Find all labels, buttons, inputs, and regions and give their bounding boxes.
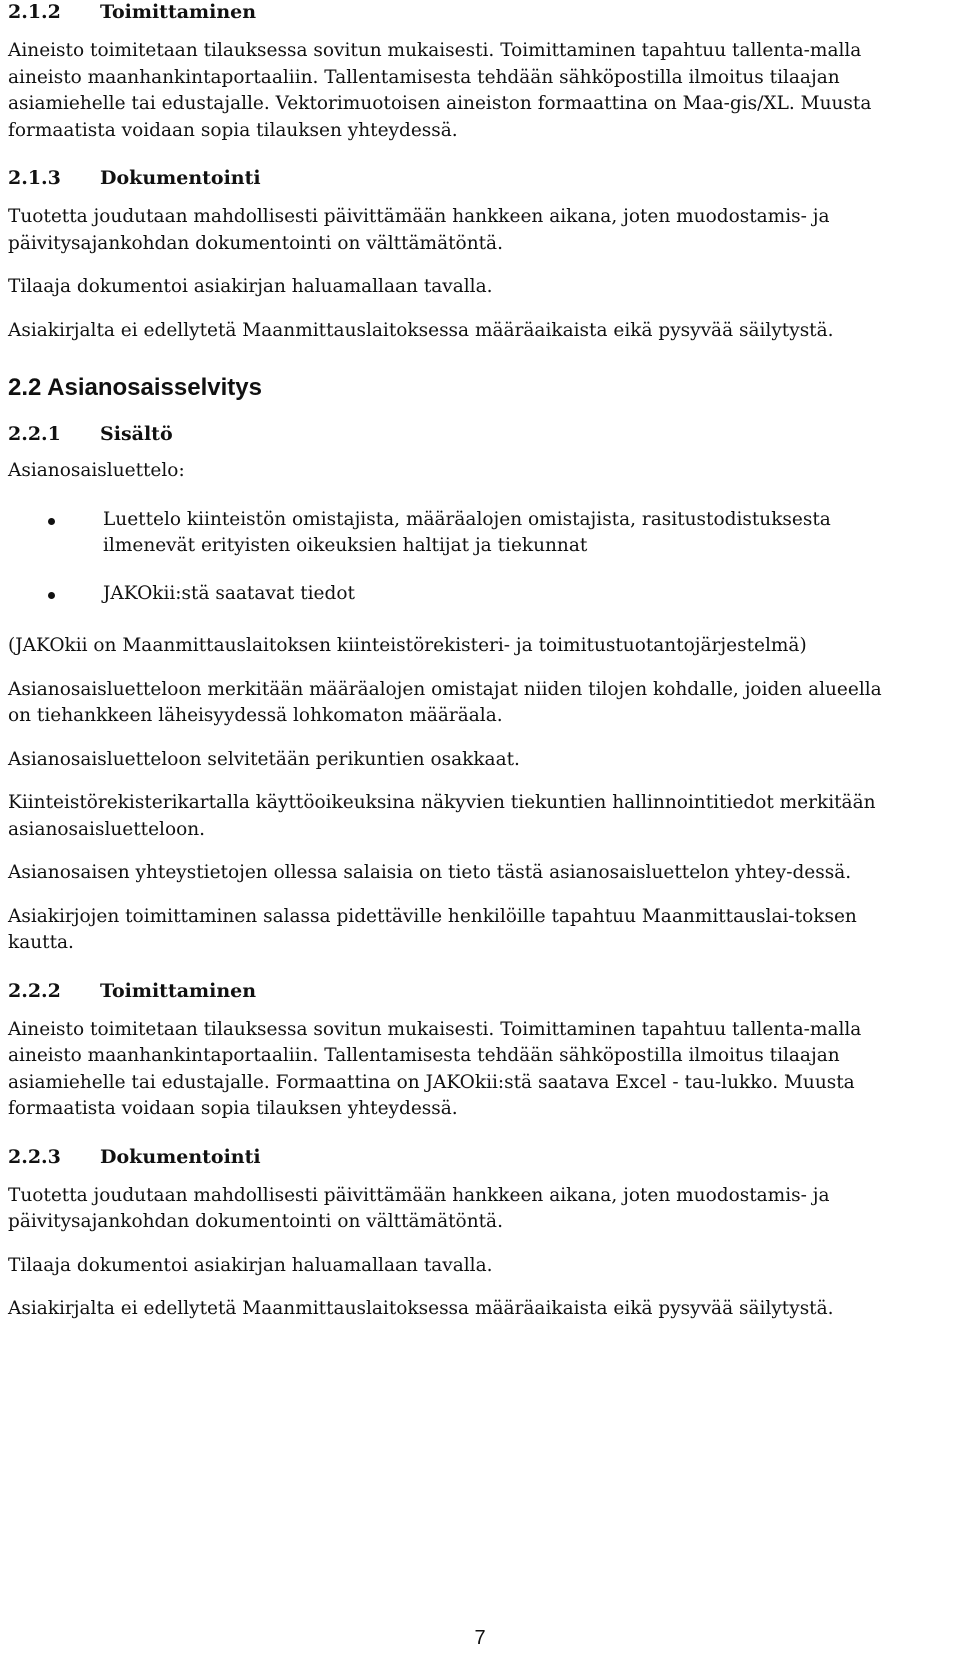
paragraph: (JAKOkii on Maanmittauslaitoksen kiinteistörekisteri- ja toimitustuotantojärjestelmä) bbox=[8, 635, 807, 656]
document-page bbox=[8, 0, 908, 1323]
section-2-2-2-heading bbox=[8, 979, 908, 1003]
list-item-text: JAKOkii:stä saatavat tiedot bbox=[103, 582, 355, 604]
bullet-list bbox=[8, 507, 908, 608]
paragraph: Aineisto toimitetaan tilauksessa sovitun mukaisesti. Toimittaminen tapahtuu tallenta-malla aineisto maanhankintaportaaliin. Tallentamisesta tehdään sähköpostilla ilmoitus tilaajan asiamiehelle tai edustajalle. Vektorimuotoisen aineiston formaattina on Maa-gis/XL. Muusta formaatista voidaan sopia tilauksen yhteydessä. bbox=[8, 40, 872, 141]
paragraph: Tuotetta joudutaan mahdollisesti päivittämään hankkeen aikana, joten muodostamis- ja päivitysajankohdan dokumentointi on välttämätöntä. bbox=[8, 206, 830, 254]
section-title: Dokumentointi bbox=[100, 167, 261, 189]
section-2-2-heading: 2.2 Asianosaisselvitys bbox=[8, 374, 262, 401]
paragraph: Asianosaisluetteloon selvitetään perikuntien osakkaat. bbox=[8, 748, 520, 770]
section-number: 2.1.3 bbox=[8, 167, 61, 189]
list-item-text: Luettelo kiinteistön omistajista, määräalojen omistajista, rasitustodistuksesta ilmenevät erityisten oikeuksien haltijat ja tiekunnat bbox=[103, 508, 831, 556]
page-number: 7 bbox=[474, 1627, 486, 1649]
paragraph: Tilaaja dokumentoi asiakirjan haluamallaan tavalla. bbox=[8, 276, 493, 297]
bullet-icon bbox=[48, 518, 55, 525]
section-number: 2.1.2 bbox=[8, 1, 61, 23]
section-2-1-2-heading bbox=[8, 0, 908, 24]
section-number: 2.2.1 bbox=[8, 423, 61, 445]
section-2-1-3-heading bbox=[8, 166, 908, 190]
paragraph: Asianosaisen yhteystietojen ollessa salaisia on tieto tästä asianosaisluettelon yhtey-dessä. bbox=[8, 862, 852, 883]
section-2-2-1-heading bbox=[8, 422, 908, 446]
paragraph: Asiakirjojen toimittaminen salassa pidettäville henkilöille tapahtuu Maanmittauslai-toksen kautta. bbox=[8, 905, 857, 953]
paragraph: Tuotetta joudutaan mahdollisesti päivittämään hankkeen aikana, joten muodostamis- ja päivitysajankohdan dokumentointi on välttämätöntä. bbox=[8, 1184, 830, 1232]
section-number: 2.2.2 bbox=[8, 979, 61, 1002]
list-item bbox=[8, 581, 908, 608]
paragraph: Tilaaja dokumentoi asiakirjan haluamallaan tavalla. bbox=[8, 1254, 493, 1276]
section-title: Dokumentointi bbox=[100, 1145, 261, 1168]
section-2-2-3-heading bbox=[8, 1145, 908, 1169]
section-number: 2.2.3 bbox=[8, 1145, 61, 1168]
paragraph: Kiinteistörekisterikartalla käyttöoikeuksina näkyvien tiekuntien hallinnointitiedot merkitään asianosaisluetteloon. bbox=[8, 792, 876, 840]
section-title: Sisältö bbox=[100, 423, 173, 445]
section-title: Toimittaminen bbox=[100, 1, 257, 23]
bullet-icon bbox=[48, 592, 55, 599]
list-item bbox=[8, 507, 908, 560]
paragraph: Aineisto toimitetaan tilauksessa sovitun mukaisesti. Toimittaminen tapahtuu tallenta-malla aineisto maanhankintaportaaliin. Tallentamisesta tehdään sähköpostilla ilmoitus tilaajan asiamiehelle tai edustajalle. Formaattina on JAKOkii:stä saatava Excel - tau-lukko. Muusta formaatista voidaan sopia tilauksen yhteydessä. bbox=[8, 1018, 862, 1119]
paragraph: Asianosaisluetteloon merkitään määräalojen omistajat niiden tilojen kohdalle, joiden alueella on tiehankkeen läheisyydessä lohkomaton määräala. bbox=[8, 678, 882, 726]
paragraph: Asiakirjalta ei edellytetä Maanmittauslaitoksessa määräaikaista eikä pysyvää säilytystä. bbox=[8, 1298, 834, 1319]
section-title: Toimittaminen bbox=[100, 979, 257, 1002]
paragraph: Asiakirjalta ei edellytetä Maanmittauslaitoksessa määräaikaista eikä pysyvää säilytystä. bbox=[8, 319, 834, 341]
paragraph: Asianosaisluettelo: bbox=[8, 460, 185, 481]
